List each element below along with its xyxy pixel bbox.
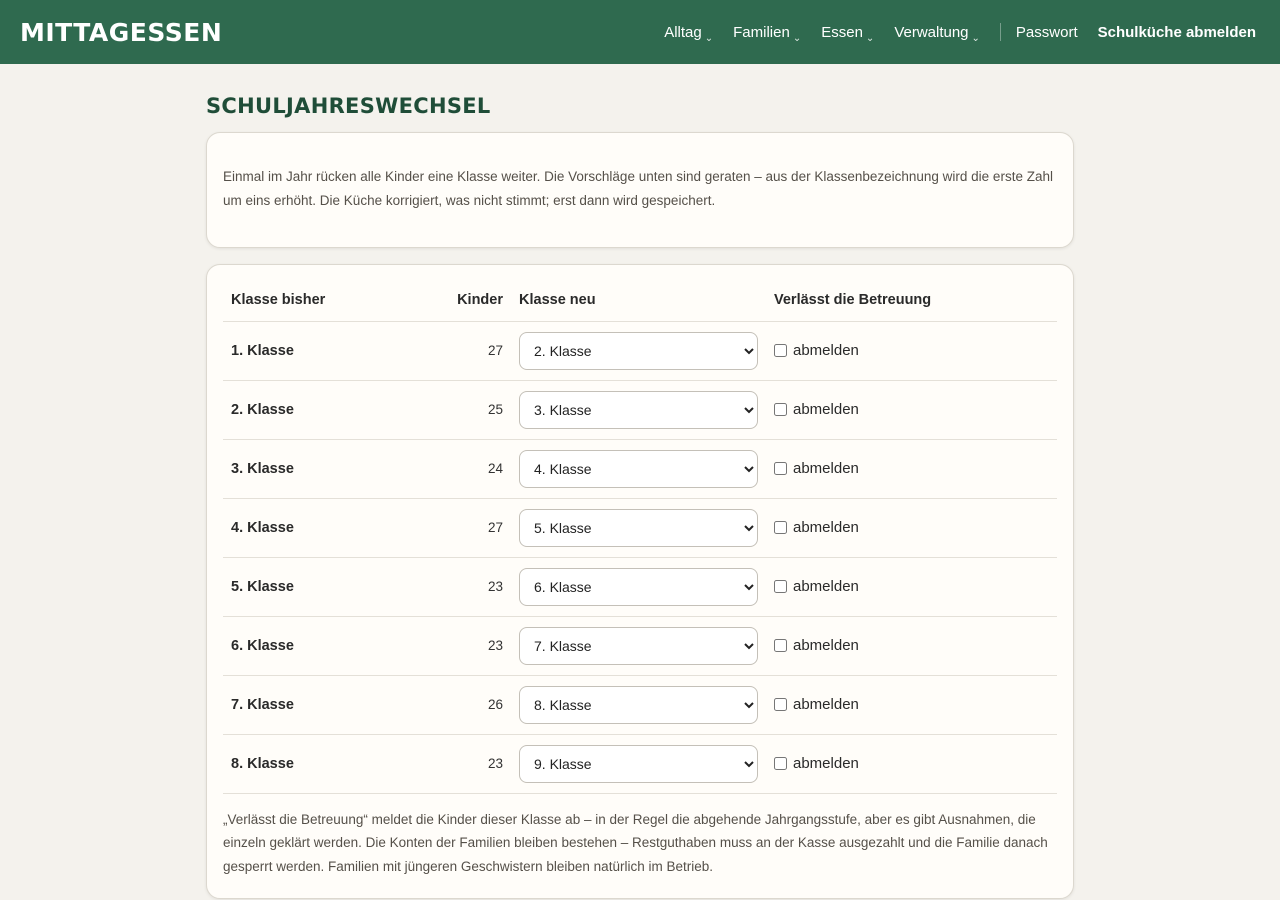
- old-class-cell: 2. Klasse: [223, 380, 423, 439]
- checkbox-label-text: abmelden: [793, 578, 859, 595]
- new-class-cell: [511, 439, 766, 498]
- class-transition-table: [223, 279, 1057, 794]
- table-body: [223, 321, 1057, 793]
- checkbox-label-text: abmelden: [793, 519, 859, 536]
- nav-item-familien[interactable]: [733, 23, 802, 44]
- leave-checkbox[interactable]: [774, 698, 787, 711]
- leaves-cell: [766, 557, 1057, 616]
- nav-link-password[interactable]: Passwort: [1015, 23, 1078, 41]
- leaves-cell: [766, 498, 1057, 557]
- checkbox-label-text: abmelden: [793, 755, 859, 772]
- new-class-select[interactable]: [519, 627, 758, 665]
- new-class-cell: [511, 616, 766, 675]
- new-class-select[interactable]: [519, 686, 758, 724]
- top-navigation-bar: [0, 0, 1280, 64]
- new-class-cell: [511, 734, 766, 793]
- chevron-down-icon: ⌄: [865, 32, 875, 44]
- children-count-cell: 27: [423, 498, 511, 557]
- new-class-cell: [511, 498, 766, 557]
- new-class-select[interactable]: [519, 568, 758, 606]
- main-nav: [644, 23, 1256, 44]
- nav-item-label: Familien: [733, 23, 790, 41]
- children-count-cell: 23: [423, 557, 511, 616]
- app-brand[interactable]: MITTAGESSEN: [20, 17, 223, 47]
- old-class-cell: 8. Klasse: [223, 734, 423, 793]
- leave-checkbox-label[interactable]: [774, 696, 1049, 713]
- nav-item-label: Alltag: [664, 23, 702, 41]
- leave-checkbox[interactable]: [774, 639, 787, 652]
- chevron-down-icon: ⌄: [792, 32, 802, 44]
- leave-checkbox-label[interactable]: [774, 578, 1049, 595]
- children-count-cell: 27: [423, 321, 511, 380]
- checkbox-label-text: abmelden: [793, 342, 859, 359]
- new-class-cell: [511, 675, 766, 734]
- leave-checkbox[interactable]: [774, 521, 787, 534]
- nav-divider: [1000, 23, 1001, 41]
- nav-item-label: Essen: [821, 23, 863, 41]
- leaves-cell: [766, 380, 1057, 439]
- new-class-select[interactable]: [519, 391, 758, 429]
- table-row: [223, 380, 1057, 439]
- intro-card: [206, 132, 1074, 248]
- table-row: [223, 616, 1057, 675]
- leave-checkbox-label[interactable]: [774, 519, 1049, 536]
- nav-item-alltag[interactable]: [664, 23, 714, 44]
- old-class-cell: 1. Klasse: [223, 321, 423, 380]
- header-new-class: Klasse neu: [511, 279, 766, 321]
- children-count-cell: 25: [423, 380, 511, 439]
- header-leaves: Verlässt die Betreuung: [766, 279, 1057, 321]
- header-children: Kinder: [423, 279, 511, 321]
- leave-checkbox[interactable]: [774, 462, 787, 475]
- class-transition-card: [206, 264, 1074, 899]
- new-class-select[interactable]: [519, 745, 758, 783]
- leave-checkbox-label[interactable]: [774, 460, 1049, 477]
- checkbox-label-text: abmelden: [793, 401, 859, 418]
- old-class-cell: 3. Klasse: [223, 439, 423, 498]
- old-class-cell: 4. Klasse: [223, 498, 423, 557]
- children-count-cell: 23: [423, 616, 511, 675]
- old-class-cell: 6. Klasse: [223, 616, 423, 675]
- nav-item-label: Verwaltung: [894, 23, 969, 41]
- leaves-cell: [766, 675, 1057, 734]
- leave-checkbox-label[interactable]: [774, 342, 1049, 359]
- main-content: [206, 64, 1074, 899]
- leave-checkbox-label[interactable]: [774, 637, 1049, 654]
- leave-checkbox[interactable]: [774, 580, 787, 593]
- children-count-cell: 23: [423, 734, 511, 793]
- leave-checkbox-label[interactable]: [774, 401, 1049, 418]
- logout-link[interactable]: Schulküche abmelden: [1097, 23, 1256, 41]
- header-old-class: Klasse bisher: [223, 279, 423, 321]
- table-row: [223, 557, 1057, 616]
- children-count-cell: 26: [423, 675, 511, 734]
- leaves-cell: [766, 616, 1057, 675]
- new-class-cell: [511, 557, 766, 616]
- new-class-cell: [511, 321, 766, 380]
- leave-checkbox[interactable]: [774, 344, 787, 357]
- page-title: SCHULJAHRESWECHSEL: [206, 94, 491, 118]
- new-class-cell: [511, 380, 766, 439]
- chevron-down-icon: ⌄: [971, 32, 980, 44]
- leaves-cell: [766, 321, 1057, 380]
- leave-checkbox-label[interactable]: [774, 755, 1049, 772]
- table-row: [223, 675, 1057, 734]
- table-row: [223, 321, 1057, 380]
- table-row: [223, 439, 1057, 498]
- children-count-cell: 24: [423, 439, 511, 498]
- checkbox-label-text: abmelden: [793, 637, 859, 654]
- leaves-cell: [766, 734, 1057, 793]
- leave-checkbox[interactable]: [774, 403, 787, 416]
- old-class-cell: 7. Klasse: [223, 675, 423, 734]
- table-row: [223, 498, 1057, 557]
- checkbox-label-text: abmelden: [793, 460, 859, 477]
- table-row: [223, 734, 1057, 793]
- new-class-select[interactable]: [519, 332, 758, 370]
- nav-item-essen[interactable]: [821, 23, 875, 44]
- new-class-select[interactable]: [519, 450, 758, 488]
- leaves-cell: [766, 439, 1057, 498]
- chevron-down-icon: ⌄: [704, 32, 714, 44]
- nav-item-verwaltung[interactable]: [894, 23, 980, 44]
- footnote: „Verlässt die Betreuung“ meldet die Kinder dieser Klasse ab – in der Regel die abgehende Jahrgangsstufe, aber es gibt Ausnahmen, die einzeln geklärt werden. Die Konten der Familien bleiben bestehen – Restguthaben muss an der Kasse ausgezahlt und die Familie danach gesperrt werden. Familien mit jüngeren Geschwistern bleiben natürlich im Betrieb.: [223, 811, 1048, 874]
- leave-checkbox[interactable]: [774, 757, 787, 770]
- old-class-cell: 5. Klasse: [223, 557, 423, 616]
- intro-text: Einmal im Jahr rücken alle Kinder eine Klasse weiter. Die Vorschläge unten sind geraten – aus der Klassenbezeichnung wird die erste Zahl um eins erhöht. Die Küche korrigiert, was nicht stimmt; erst dann wird gespeichert.: [223, 169, 1053, 208]
- new-class-select[interactable]: [519, 509, 758, 547]
- table-header-row: [223, 279, 1057, 321]
- checkbox-label-text: abmelden: [793, 696, 859, 713]
